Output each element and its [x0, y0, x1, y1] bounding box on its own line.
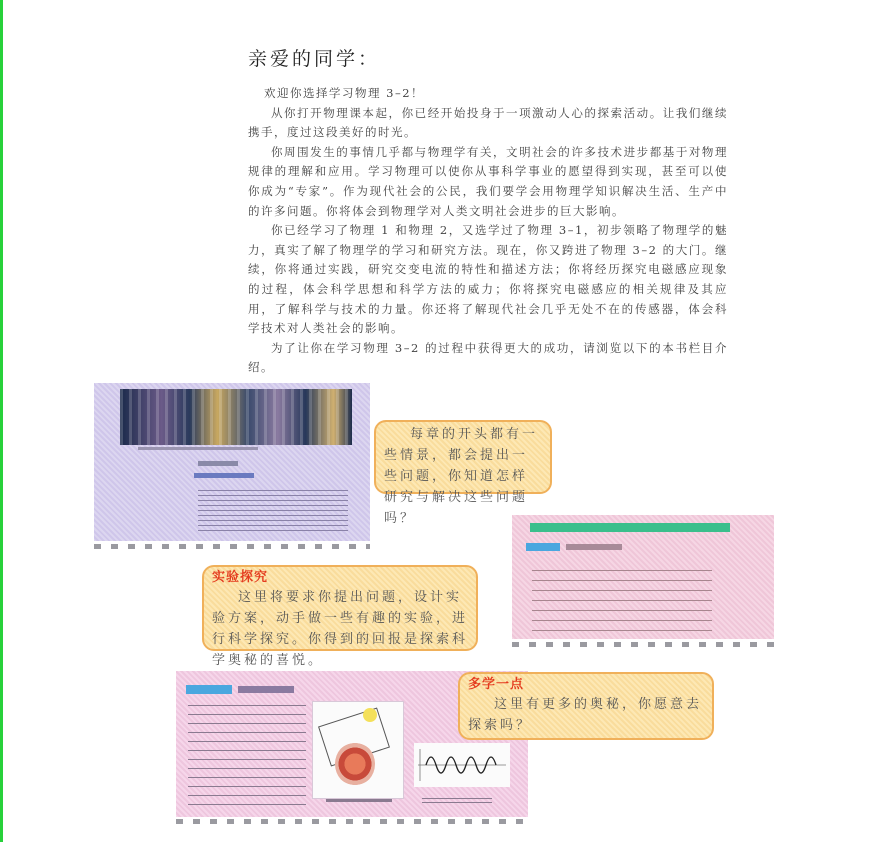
- section-title: [198, 461, 238, 466]
- city-night-photo: [120, 389, 352, 445]
- column-subtitle: [566, 544, 622, 550]
- bulb: [363, 708, 377, 722]
- film-strip: [512, 642, 774, 647]
- chapter-opener-thumbnail: [94, 383, 370, 541]
- left-border: [0, 0, 3, 842]
- waveform-graph: [414, 743, 510, 787]
- callout-experiment: [202, 565, 478, 668]
- column-tag: [526, 543, 560, 551]
- experiment-page-thumbnail: [512, 515, 774, 639]
- intro-text: [248, 84, 728, 378]
- intro-greeting: 欢迎你选择学习物理 3–2！: [264, 86, 425, 100]
- callout-title: 多学一点: [468, 677, 525, 692]
- section-header-bar: [530, 523, 730, 532]
- intro-paragraph-1: 从你打开物理课本起，你已经开始投身于一项激动人心的探索活动。让我们继续携手，度过这段美好的时光。: [248, 105, 728, 140]
- callout-text: 这里有更多的奥秘，你愿意去探索吗？: [468, 697, 703, 733]
- figure-caption: [326, 799, 392, 802]
- film-strip: [176, 819, 528, 824]
- callout-text: 每章的开头都有一些情景，都会提出一些问题，你知道怎样研究与解决这些问题吗？: [384, 427, 539, 526]
- page-text-block: [198, 487, 348, 531]
- intro-paragraph-2: 你周围发生的事情几乎都与物理学有关，文明社会的许多技术进步都基于对物理规律的理解和应用。学习物理可以使你从事科学事业的愿望得到实现，甚至可以使你成为“专家”。作为现代社会的公民，我们要学会用物理学知识解决生活、生产中的许多问题。你将体会到物理学对人类文明社会进步的巨大影响。: [248, 144, 728, 218]
- intro-paragraph-4: 为了让你在学习物理 3–2 的过程中获得更大的成功，请浏览以下的本书栏目介绍。: [248, 340, 728, 375]
- photo-caption: [138, 447, 258, 450]
- column-subtitle: [238, 686, 294, 693]
- page-text-block: [532, 561, 712, 631]
- coil: [335, 742, 375, 786]
- film-strip: [94, 544, 370, 549]
- page-text-block: [188, 705, 306, 805]
- page-heading: 亲爱的同学：: [248, 48, 381, 70]
- callout-learn-more: [458, 672, 714, 740]
- figure-caption: [422, 795, 492, 803]
- callout-title: 实验探究: [212, 570, 269, 585]
- section-subtitle: [194, 473, 254, 478]
- intro-paragraph-3: 你已经学习了物理 1 和物理 2，又选学过了物理 3–1，初步领略了物理学的魅力，真实了解了物理学的学习和研究方法。现在，你又跨进了物理 3–2 的大门。继续，你将通过实践，研究交变电流的特性和描述方法；你将经历探究电磁感应现象的过程，体会科学思想和科学方法的威力；你将探究电磁感应的相关规律及其应用，了解科学与技术的力量。你还将了解现代社会几乎无处不在的传感器，体会科学技术对人类社会的影响。: [248, 223, 728, 336]
- callout-chapter-opener: [374, 420, 552, 526]
- waveform-figure: [414, 743, 510, 787]
- column-tag: [186, 685, 232, 694]
- coil-figure: [312, 701, 404, 799]
- callout-text: 这里将要求你提出问题，设计实验方案，动手做一些有趣的实验，进行科学探究。你得到的回报是探索科学奥秘的喜悦。: [212, 590, 469, 668]
